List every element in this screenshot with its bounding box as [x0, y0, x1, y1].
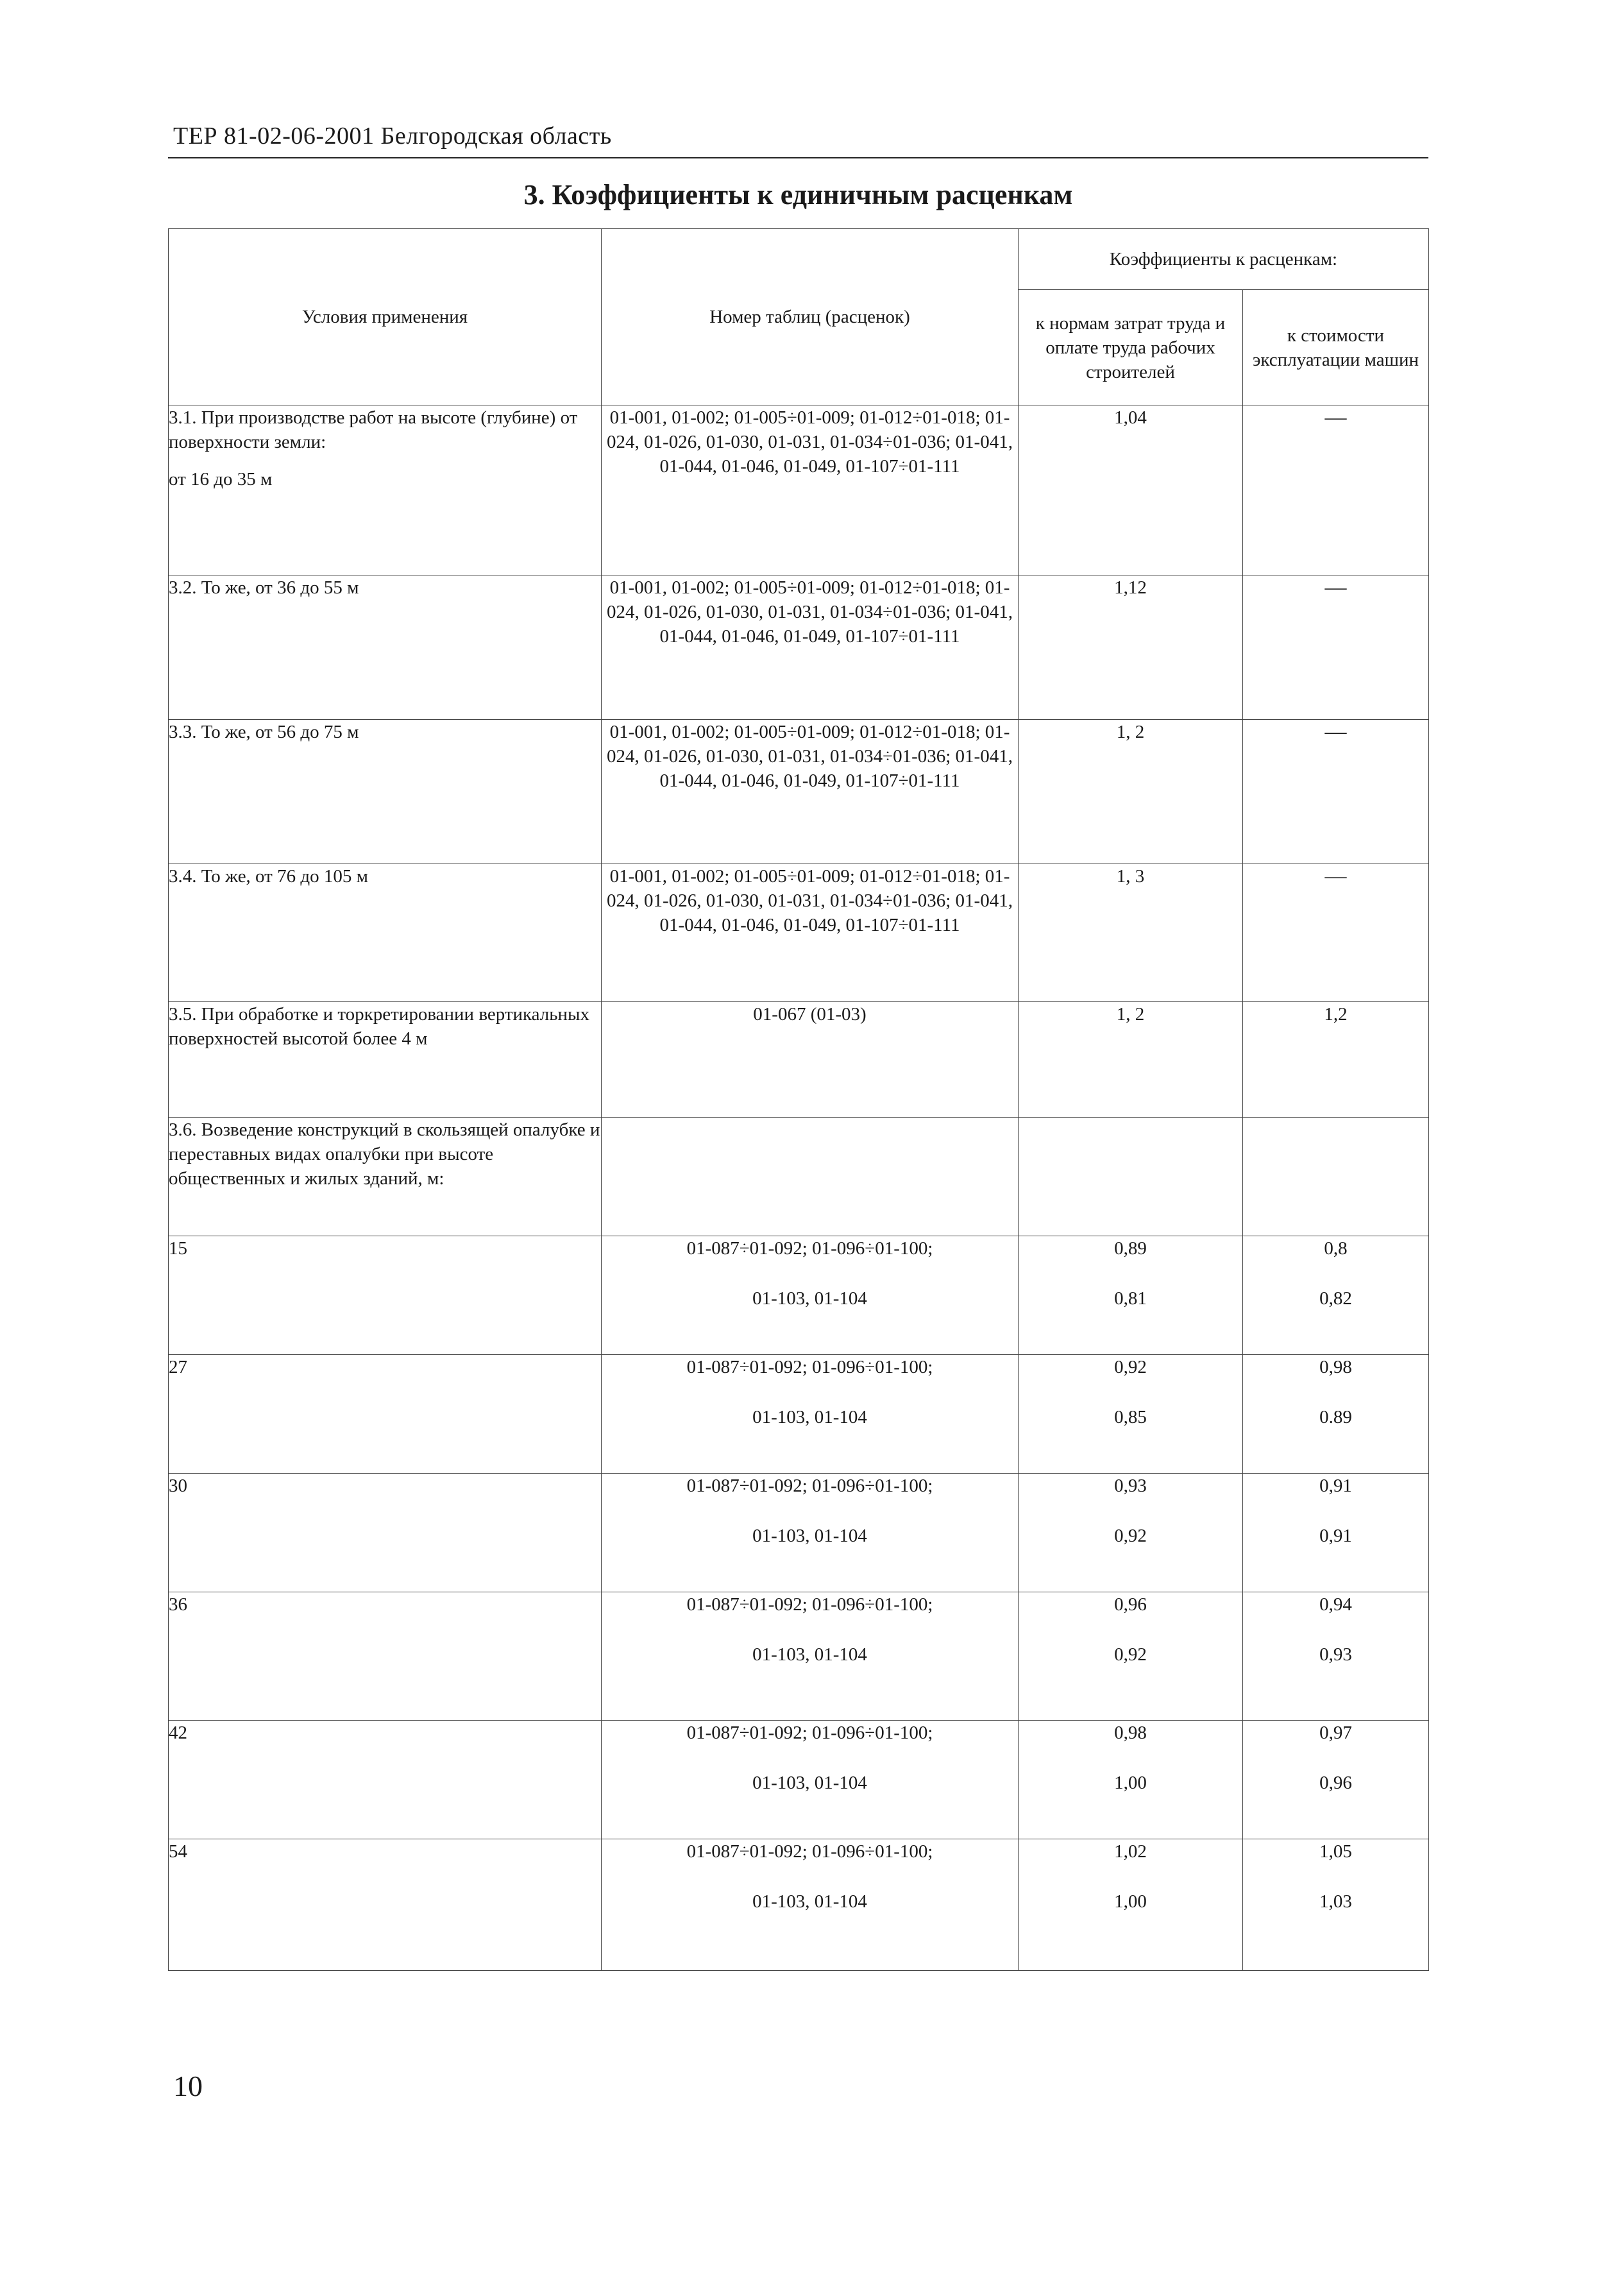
labor-value-2: 1,00: [1114, 1773, 1147, 1793]
page-number: 10: [173, 2070, 203, 2102]
height-value: 54: [169, 1839, 602, 1971]
table-row: [169, 864, 1429, 1002]
machines-value-2: 0,96: [1319, 1773, 1352, 1793]
height-row: [169, 1721, 1429, 1839]
table-row: [169, 1118, 1429, 1236]
height-row: [169, 1236, 1429, 1355]
height-value: 42: [169, 1721, 602, 1839]
labor-coefficient: 1, 3: [1019, 864, 1243, 1002]
height-value: 27: [169, 1355, 602, 1474]
tables-cell: [602, 1355, 1019, 1474]
header-machines: к стоимости эксплуатации машин: [1243, 290, 1429, 405]
tables-line-2: 01-103, 01-104: [752, 1526, 867, 1546]
machines-coefficient: 1,2: [1243, 1002, 1429, 1118]
labor-value-2: 1,00: [1114, 1891, 1147, 1912]
condition-text: 3.1. При производстве работ на высоте (глубине) от поверхности земли:: [169, 407, 578, 452]
machines-value-1: 0,91: [1319, 1476, 1352, 1496]
labor-coefficient: [1019, 1118, 1243, 1236]
header-rule: [168, 157, 1428, 158]
document-header: ТЕР 81-02-06-2001 Белгородская область: [173, 123, 612, 149]
machines-coefficient: [1243, 1592, 1429, 1721]
header-conditions: Условия применения: [169, 229, 602, 405]
tables-line-1: 01-087÷01-092; 01-096÷01-100;: [686, 1476, 933, 1496]
labor-value-2: 0,81: [1114, 1288, 1147, 1309]
machines-value-2: 0.89: [1319, 1407, 1352, 1427]
machines-coefficient: [1243, 1355, 1429, 1474]
machines-coefficient: [1243, 1118, 1429, 1236]
machines-value-1: 1,05: [1319, 1841, 1352, 1862]
labor-coefficient: 1,04: [1019, 405, 1243, 575]
tables-line-2: 01-103, 01-104: [752, 1891, 867, 1912]
labor-value-1: 0,92: [1114, 1357, 1147, 1377]
header-tables: Номер таблиц (расценок): [602, 229, 1019, 405]
labor-value-1: 0,98: [1114, 1723, 1147, 1743]
table-row: [169, 1002, 1429, 1118]
tables-line-2: 01-103, 01-104: [752, 1773, 867, 1793]
condition-cell: 3.6. Возведение конструкций в скользящей опалубке и переставных видах опалубки при высоте общественных и жилых зданий, м:: [169, 1118, 602, 1236]
machines-coefficient: —: [1243, 720, 1429, 864]
machines-value-1: 0,97: [1319, 1723, 1352, 1743]
condition-cell: [169, 405, 602, 575]
tables-line-1: 01-087÷01-092; 01-096÷01-100;: [686, 1357, 933, 1377]
labor-value-2: 0,92: [1114, 1644, 1147, 1665]
labor-coefficient: 1, 2: [1019, 1002, 1243, 1118]
tables-cell: [602, 1118, 1019, 1236]
condition-cell: 3.3. То же, от 56 до 75 м: [169, 720, 602, 864]
table-row: [169, 405, 1429, 575]
header-coefficients-group: Коэффициенты к расценкам:: [1019, 229, 1429, 290]
machines-coefficient: [1243, 1839, 1429, 1971]
tables-cell: 01-067 (01-03): [602, 1002, 1019, 1118]
labor-coefficient: [1019, 1236, 1243, 1355]
machines-value-2: 0,82: [1319, 1288, 1352, 1309]
labor-value-1: 0,89: [1114, 1238, 1147, 1259]
tables-cell: [602, 1592, 1019, 1721]
tables-line-2: 01-103, 01-104: [752, 1288, 867, 1309]
condition-cell: 3.5. При обработке и торкретировании вертикальных поверхностей высотой более 4 м: [169, 1002, 602, 1118]
coefficients-table: [168, 228, 1429, 1971]
tables-cell: [602, 1721, 1019, 1839]
tables-line-1: 01-087÷01-092; 01-096÷01-100;: [686, 1594, 933, 1615]
machines-value-2: 0,91: [1319, 1526, 1352, 1546]
labor-coefficient: 1,12: [1019, 575, 1243, 720]
labor-coefficient: 1, 2: [1019, 720, 1243, 864]
header-labor: к нормам затрат труда и оплате труда рабочих строителей: [1019, 290, 1243, 405]
labor-value-2: 0,92: [1114, 1526, 1147, 1546]
labor-value-2: 0,85: [1114, 1407, 1147, 1427]
labor-value-1: 1,02: [1114, 1841, 1147, 1862]
labor-value-1: 0,93: [1114, 1476, 1147, 1496]
labor-value-1: 0,96: [1114, 1594, 1147, 1615]
tables-line-1: 01-087÷01-092; 01-096÷01-100;: [686, 1723, 933, 1743]
tables-cell: 01-001, 01-002; 01-005÷01-009; 01-012÷01-018; 01-024, 01-026, 01-030, 01-031, 01-034÷01-036; 01-041, 01-044, 01-046, 01-049, 01-107÷01-111: [602, 864, 1019, 1002]
machines-coefficient: [1243, 1474, 1429, 1592]
condition-subtext: от 16 до 35 м: [169, 469, 273, 490]
machines-value-2: 1,03: [1319, 1891, 1352, 1912]
tables-cell: 01-001, 01-002; 01-005÷01-009; 01-012÷01-018; 01-024, 01-026, 01-030, 01-031, 01-034÷01-036; 01-041, 01-044, 01-046, 01-049, 01-107÷01-111: [602, 720, 1019, 864]
height-value: 30: [169, 1474, 602, 1592]
machines-coefficient: [1243, 1236, 1429, 1355]
machines-coefficient: —: [1243, 864, 1429, 1002]
machines-value-1: 0,8: [1324, 1238, 1348, 1259]
machines-value-1: 0,98: [1319, 1357, 1352, 1377]
labor-coefficient: [1019, 1592, 1243, 1721]
machines-coefficient: —: [1243, 575, 1429, 720]
height-value: 36: [169, 1592, 602, 1721]
height-row: [169, 1839, 1429, 1971]
tables-line-1: 01-087÷01-092; 01-096÷01-100;: [686, 1841, 933, 1862]
height-row: [169, 1592, 1429, 1721]
tables-cell: [602, 1839, 1019, 1971]
tables-cell: [602, 1236, 1019, 1355]
table-row: [169, 720, 1429, 864]
tables-cell: [602, 1474, 1019, 1592]
machines-coefficient: —: [1243, 405, 1429, 575]
height-value: 15: [169, 1236, 602, 1355]
tables-cell: 01-001, 01-002; 01-005÷01-009; 01-012÷01-018; 01-024, 01-026, 01-030, 01-031, 01-034÷01-036; 01-041, 01-044, 01-046, 01-049, 01-107÷01-111: [602, 405, 1019, 575]
tables-line-2: 01-103, 01-104: [752, 1407, 867, 1427]
section-title: 3. Коэффициенты к единичным расценкам: [523, 179, 1073, 210]
labor-coefficient: [1019, 1474, 1243, 1592]
labor-coefficient: [1019, 1355, 1243, 1474]
labor-coefficient: [1019, 1839, 1243, 1971]
machines-coefficient: [1243, 1721, 1429, 1839]
height-row: [169, 1355, 1429, 1474]
tables-cell: 01-001, 01-002; 01-005÷01-009; 01-012÷01-018; 01-024, 01-026, 01-030, 01-031, 01-034÷01-036; 01-041, 01-044, 01-046, 01-049, 01-107÷01-111: [602, 575, 1019, 720]
tables-line-1: 01-087÷01-092; 01-096÷01-100;: [686, 1238, 933, 1259]
machines-value-1: 0,94: [1319, 1594, 1352, 1615]
height-row: [169, 1474, 1429, 1592]
labor-coefficient: [1019, 1721, 1243, 1839]
tables-line-2: 01-103, 01-104: [752, 1644, 867, 1665]
machines-value-2: 0,93: [1319, 1644, 1352, 1665]
table-row: [169, 575, 1429, 720]
condition-cell: 3.4. То же, от 76 до 105 м: [169, 864, 602, 1002]
condition-cell: 3.2. То же, от 36 до 55 м: [169, 575, 602, 720]
